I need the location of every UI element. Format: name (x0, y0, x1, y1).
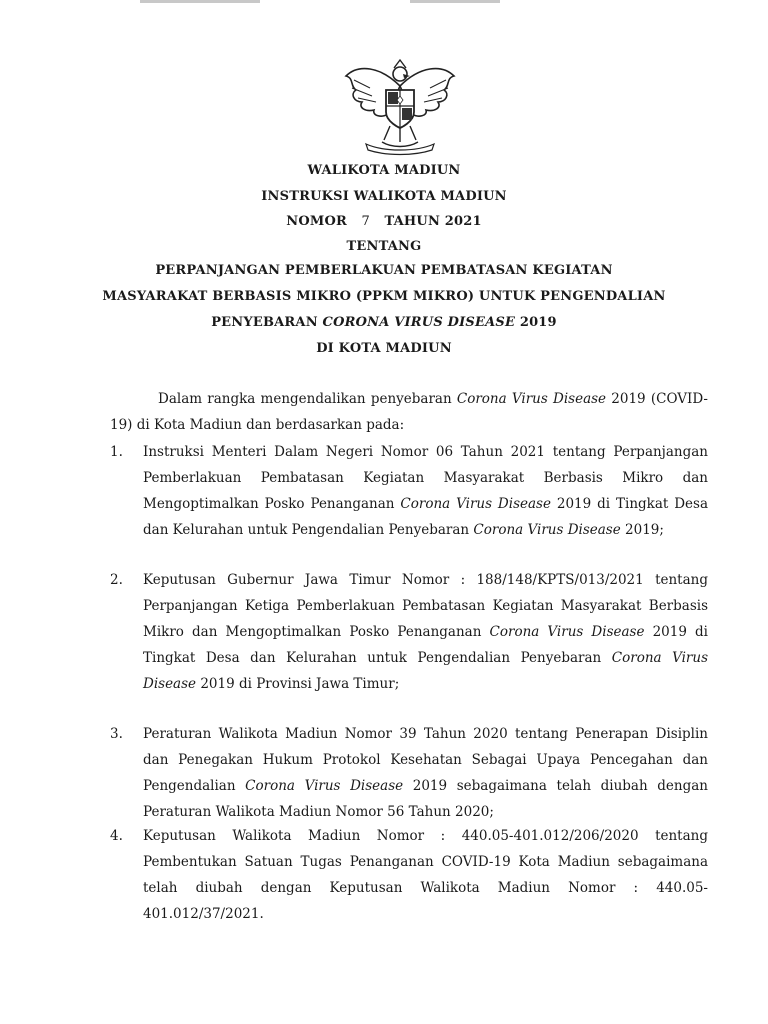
intro-text-a: Dalam rangka mengendalikan penyebaran (158, 391, 457, 407)
list-item-text-b: 2019 di Tingkat Desa dan Kelurahan untuk Pengendalian Penyebaran (143, 624, 709, 666)
list-item (110, 823, 708, 927)
list-item-text-c: 2019; (620, 522, 664, 538)
list-item-text-a: Keputusan Gubernur Jawa Timur Nomor : 188/148/KPTS/013/2021 tentang Perpanjangan Ketiga Pemberlakuan Pembatasan Kegiatan Masyarakat Berbasis Mikro dan Mengoptimalkan Posko Penanganan (143, 572, 708, 640)
list-item-text (143, 721, 708, 825)
title-line-3-b: 2019 (515, 315, 557, 330)
document-number-line (0, 214, 768, 229)
list-item (110, 721, 708, 825)
tentang-heading: TENTANG (346, 239, 422, 254)
title-line-3 (0, 315, 768, 330)
list-item-text (143, 823, 708, 927)
list-item-italic-1: Corona Virus Disease (245, 778, 404, 794)
list-item-number: 1. (110, 444, 123, 460)
title-line-1: PERPANJANGAN PEMBERLAKUAN PEMBATASAN KEGIATAN (155, 263, 613, 278)
intro-text-b: 2019 (COVID-19) di Kota Madiun dan berdasarkan pada: (110, 391, 708, 433)
list-item-number: 3. (110, 726, 123, 742)
list-item-italic-2: Corona Virus Disease (143, 650, 708, 692)
office-heading: WALIKOTA MADIUN (307, 163, 461, 178)
list-item-text-b: 2019 di Tingkat Desa dan Kelurahan untuk Pengendalian Penyebaran (143, 496, 709, 538)
list-item-text (143, 439, 708, 543)
intro-italic: Corona Virus Disease (456, 391, 607, 407)
list-item-text-a: Peraturan Walikota Madiun Nomor 39 Tahun 2020 tentang Penerapan Disiplin dan Penegakan Hukum Protokol Kesehatan Sebagai Upaya Pencegahan dan Pengendalian (143, 726, 708, 794)
list-item-italic-2: Corona Virus Disease (473, 522, 621, 538)
scan-artifact (0, 0, 768, 8)
list-item-number: 4. (110, 828, 123, 844)
list-item-text (143, 567, 708, 697)
list-item (110, 567, 708, 697)
list-item-number: 2. (110, 572, 123, 588)
list-item-text-b: 2019 sebagaimana telah diubah dengan Peraturan Walikota Madiun Nomor 56 Tahun 2020; (143, 778, 708, 820)
document-type-heading: INSTRUKSI WALIKOTA MADIUN (261, 189, 507, 204)
title-line-3-a: PENYEBARAN (211, 315, 323, 330)
list-item-italic-1: Corona Virus Disease (489, 624, 645, 640)
intro-paragraph (110, 386, 708, 438)
nomor-label: NOMOR (286, 214, 347, 229)
title-line-2: MASYARAKAT BERBASIS MIKRO (PPKM MIKRO) UNTUK PENGENDALIAN (102, 289, 666, 304)
list-item-text-c: 2019 di Provinsi Jawa Timur; (196, 676, 400, 692)
garuda-emblem-icon (340, 56, 460, 156)
list-item-text-a: Keputusan Walikota Madiun Nomor : 440.05-401.012/206/2020 tentang Pembentukan Satuan Tugas Penanganan COVID-19 Kota Madiun sebagaimana telah diubah dengan Keputusan Walikota Madiun Nomor : 440.05-401.012/37/2021. (143, 828, 708, 922)
tahun-label: TAHUN 2021 (384, 214, 482, 229)
list-item (110, 439, 708, 543)
list-item-italic-1: Corona Virus Disease (400, 496, 551, 512)
title-line-4: DI KOTA MADIUN (316, 341, 452, 356)
list-item-text-a: Instruksi Menteri Dalam Negeri Nomor 06 Tahun 2021 tentang Perpanjangan Pemberlakuan Pembatasan Kegiatan Masyarakat Berbasis Mikro dan Mengoptimalkan Posko Penanganan (143, 444, 708, 512)
title-line-3-italic: CORONA VIRUS DISEASE (322, 315, 516, 330)
nomor-value: 7 (361, 214, 370, 229)
